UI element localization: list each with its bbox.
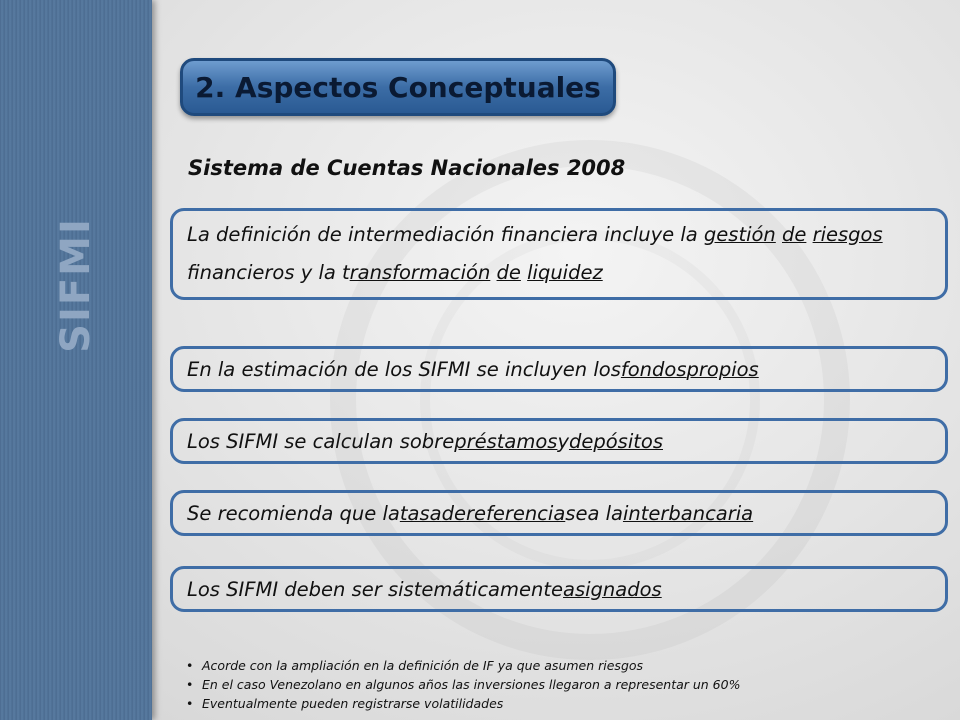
concept-box-reference-rate bbox=[170, 490, 948, 536]
underlined-term: asignados bbox=[563, 577, 662, 601]
footnote-item: • Acorde con la ampliación en la definición de IF ya que asumen riesgos bbox=[186, 656, 740, 675]
footnote-item: • En el caso Venezolano en algunos años las inversiones llegaron a representar un 60% bbox=[186, 675, 740, 694]
underlined-term: préstamos bbox=[454, 429, 558, 453]
underlined-term: de bbox=[441, 501, 466, 525]
underlined-term: propios bbox=[686, 357, 759, 381]
section-title-banner bbox=[180, 58, 616, 116]
text-segment: En la estimación de los SIFMI se incluyen los bbox=[187, 357, 621, 381]
text-segment: Los SIFMI se calculan sobre bbox=[187, 429, 455, 453]
sidebar bbox=[0, 0, 152, 720]
concept-box-loans-deposits bbox=[170, 418, 948, 464]
text-segment: y bbox=[557, 429, 569, 453]
sidebar-label: SIFMI bbox=[53, 217, 99, 353]
footnote-list bbox=[186, 656, 740, 713]
underlined-term: interbancaria bbox=[622, 501, 754, 525]
concept-text-intermediation bbox=[187, 216, 931, 292]
underlined-term: fondos bbox=[620, 357, 687, 381]
text-segment: financieros y la t bbox=[187, 261, 350, 284]
text-segment: Se recomienda que la bbox=[187, 501, 400, 525]
underlined-term: ransformación bbox=[349, 261, 491, 284]
underlined-term: depósitos bbox=[568, 429, 663, 453]
underlined-term: liquidez bbox=[527, 261, 603, 284]
underlined-term: referencia bbox=[465, 501, 566, 525]
underlined-term: tasa bbox=[399, 501, 442, 525]
underlined-term: gestión bbox=[703, 223, 776, 246]
page-subtitle: Sistema de Cuentas Nacionales 2008 bbox=[188, 156, 626, 180]
concept-box-own-funds bbox=[170, 346, 948, 392]
underlined-term: de bbox=[496, 261, 521, 284]
text-segment: sea la bbox=[565, 501, 623, 525]
text-segment: La definición de intermediación financiera incluye la bbox=[187, 223, 704, 246]
footnote-item: • Eventualmente pueden registrarse volatilidades bbox=[186, 694, 740, 713]
section-title-text: 2. Aspectos Conceptuales bbox=[195, 70, 601, 104]
underlined-term: riesgos bbox=[812, 223, 883, 246]
concept-box-intermediation bbox=[170, 208, 948, 300]
underlined-term: de bbox=[782, 223, 807, 246]
text-segment: Los SIFMI deben ser sistemáticamente bbox=[187, 577, 564, 601]
concept-box-allocation bbox=[170, 566, 948, 612]
